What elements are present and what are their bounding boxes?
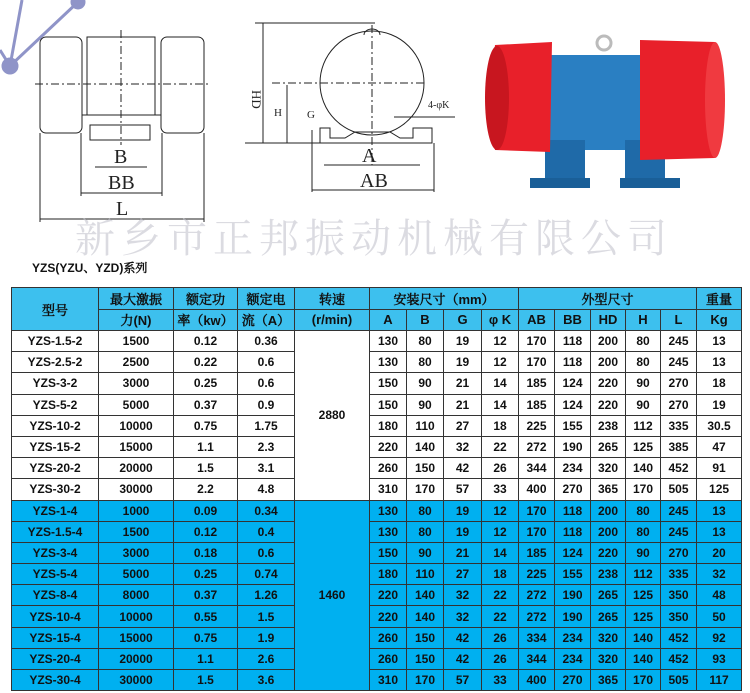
table-cell: YZS-1.5-4 — [12, 521, 99, 542]
header-force: 最大激振 — [99, 288, 174, 310]
label-G: G — [307, 109, 315, 121]
table-cell: 1.26 — [238, 585, 295, 606]
table-cell: 57 — [444, 670, 482, 691]
table-cell: 225 — [519, 415, 555, 436]
table-cell: 125 — [626, 606, 661, 627]
table-cell: 140 — [626, 627, 661, 648]
table-cell: 170 — [407, 479, 444, 500]
header-sub-4: AB — [519, 309, 555, 331]
table-cell: 200 — [591, 500, 626, 521]
table-cell: 22 — [482, 585, 519, 606]
table-cell: 220 — [591, 373, 626, 394]
table-cell: 20 — [697, 542, 742, 563]
table-cell: 0.75 — [174, 415, 238, 436]
table-cell: 13 — [697, 331, 742, 352]
table-cell: 32 — [444, 585, 482, 606]
table-cell: 265 — [591, 606, 626, 627]
table-cell: YZS-5-2 — [12, 394, 99, 415]
table-cell: 265 — [591, 436, 626, 457]
table-cell: 270 — [661, 394, 697, 415]
table-cell: YZS-20-2 — [12, 458, 99, 479]
table-cell: 150 — [407, 458, 444, 479]
table-cell: 27 — [444, 415, 482, 436]
table-cell: 1.1 — [174, 648, 238, 669]
table-cell: 150 — [407, 627, 444, 648]
table-cell: 90 — [407, 373, 444, 394]
table-cell: 2.2 — [174, 479, 238, 500]
table-cell: YZS-15-2 — [12, 436, 99, 457]
table-cell: 272 — [519, 606, 555, 627]
table-cell: 200 — [591, 352, 626, 373]
table-cell: 350 — [661, 606, 697, 627]
label-HD: HD — [249, 90, 264, 109]
table-cell: 1.5 — [174, 670, 238, 691]
table-cell: 452 — [661, 458, 697, 479]
table-cell: 26 — [482, 648, 519, 669]
table-cell: YZS-1-4 — [12, 500, 99, 521]
table-cell: 200 — [591, 331, 626, 352]
table-cell: 0.18 — [174, 542, 238, 563]
table-cell: 125 — [626, 436, 661, 457]
table-cell: 140 — [626, 458, 661, 479]
header-install: 安装尺寸（mm） — [370, 288, 519, 310]
table-cell: 170 — [519, 521, 555, 542]
table-cell: 12 — [482, 331, 519, 352]
table-cell: 130 — [370, 352, 407, 373]
table-cell: 130 — [370, 331, 407, 352]
table-cell: 4.8 — [238, 479, 295, 500]
table-cell: 47 — [697, 436, 742, 457]
table-cell: 19 — [444, 331, 482, 352]
table-cell: 1.75 — [238, 415, 295, 436]
table-cell: 155 — [555, 415, 591, 436]
motor-drawings — [0, 0, 750, 235]
table-cell: 0.6 — [238, 542, 295, 563]
table-cell: 22 — [482, 436, 519, 457]
table-row — [12, 352, 742, 373]
table-cell: 13 — [697, 521, 742, 542]
table-cell: 27 — [444, 564, 482, 585]
header-speed-unit: (r/min) — [295, 309, 370, 331]
table-cell: 452 — [661, 648, 697, 669]
table-cell: 220 — [370, 436, 407, 457]
table-cell: 118 — [555, 331, 591, 352]
table-row — [12, 500, 742, 521]
label-L: L — [116, 198, 129, 220]
table-cell: 26 — [482, 458, 519, 479]
table-cell: 200 — [591, 521, 626, 542]
table-cell: 14 — [482, 394, 519, 415]
table-cell: 32 — [444, 606, 482, 627]
table-cell: 30000 — [99, 479, 174, 500]
table-cell: 117 — [697, 670, 742, 691]
table-cell: 350 — [661, 585, 697, 606]
table-cell: 50 — [697, 606, 742, 627]
table-row — [12, 394, 742, 415]
table-cell: 18 — [482, 415, 519, 436]
table-cell: 14 — [482, 542, 519, 563]
table-cell: 93 — [697, 648, 742, 669]
table-cell: 1.5 — [238, 606, 295, 627]
table-cell: 124 — [555, 373, 591, 394]
table-cell: YZS-30-2 — [12, 479, 99, 500]
table-cell: 32 — [697, 564, 742, 585]
table-cell: 238 — [591, 564, 626, 585]
table-cell: 245 — [661, 500, 697, 521]
header-weight: 重量 — [697, 288, 742, 310]
table-cell: 234 — [555, 648, 591, 669]
table-cell: 13 — [697, 500, 742, 521]
header-power: 额定功 — [174, 288, 238, 310]
spec-table — [11, 287, 742, 691]
table-cell: 220 — [591, 542, 626, 563]
motor-photo — [485, 36, 725, 188]
header-sub-5: BB — [555, 309, 591, 331]
table-cell: 90 — [626, 394, 661, 415]
table-cell: 320 — [591, 648, 626, 669]
table-cell: 125 — [626, 585, 661, 606]
table-cell: 19 — [444, 521, 482, 542]
table-cell: 21 — [444, 373, 482, 394]
table-cell: 0.75 — [174, 627, 238, 648]
table-row — [12, 627, 742, 648]
table-cell: 272 — [519, 585, 555, 606]
table-cell: 15000 — [99, 627, 174, 648]
table-cell: 21 — [444, 394, 482, 415]
table-cell: 33 — [482, 479, 519, 500]
table-cell: 270 — [555, 479, 591, 500]
table-cell: 124 — [555, 394, 591, 415]
table-cell: 310 — [370, 670, 407, 691]
table-cell: 20000 — [99, 458, 174, 479]
table-cell: YZS-15-4 — [12, 627, 99, 648]
table-cell: 310 — [370, 479, 407, 500]
table-row — [12, 606, 742, 627]
header-model: 型号 — [12, 288, 99, 331]
table-cell: 130 — [370, 500, 407, 521]
table-cell: YZS-2.5-2 — [12, 352, 99, 373]
table-cell: 1.1 — [174, 436, 238, 457]
label-AB: AB — [360, 170, 388, 192]
table-cell: 22 — [482, 606, 519, 627]
table-cell: YZS-10-4 — [12, 606, 99, 627]
table-row — [12, 564, 742, 585]
table-cell: 452 — [661, 627, 697, 648]
table-cell: 238 — [591, 415, 626, 436]
table-cell: 80 — [626, 352, 661, 373]
label-K: 4-φK — [428, 100, 450, 111]
table-cell: 170 — [407, 670, 444, 691]
table-cell: 190 — [555, 585, 591, 606]
table-row — [12, 436, 742, 457]
table-cell: 57 — [444, 479, 482, 500]
header-sub-7: H — [626, 309, 661, 331]
table-cell: 170 — [519, 352, 555, 373]
table-cell: 220 — [370, 585, 407, 606]
table-cell: 260 — [370, 458, 407, 479]
table-row — [12, 373, 742, 394]
table-cell: 140 — [626, 648, 661, 669]
header-sub-8: L — [661, 309, 697, 331]
table-cell: 19 — [444, 500, 482, 521]
table-cell: 10000 — [99, 415, 174, 436]
speed-cell: 2880 — [295, 331, 370, 501]
table-cell: 15000 — [99, 436, 174, 457]
table-cell: 170 — [519, 500, 555, 521]
table-cell: 400 — [519, 670, 555, 691]
table-cell: 365 — [591, 479, 626, 500]
table-cell: 26 — [482, 627, 519, 648]
table-cell: YZS-5-4 — [12, 564, 99, 585]
table-cell: 8000 — [99, 585, 174, 606]
table-cell: 18 — [482, 564, 519, 585]
header-sub-3: φ K — [482, 309, 519, 331]
table-cell: 190 — [555, 606, 591, 627]
table-cell: YZS-30-4 — [12, 670, 99, 691]
table-row — [12, 648, 742, 669]
table-cell: 112 — [626, 564, 661, 585]
header-speed: 转速 — [295, 288, 370, 310]
table-cell: 42 — [444, 458, 482, 479]
table-cell: YZS-3-2 — [12, 373, 99, 394]
table-cell: 270 — [661, 542, 697, 563]
table-cell: 0.6 — [238, 352, 295, 373]
table-cell: 185 — [519, 542, 555, 563]
table-cell: YZS-1.5-2 — [12, 331, 99, 352]
table-cell: 365 — [591, 670, 626, 691]
table-cell: 505 — [661, 479, 697, 500]
table-cell: 320 — [591, 627, 626, 648]
table-cell: 110 — [407, 415, 444, 436]
table-cell: 0.36 — [238, 331, 295, 352]
speed-cell: 1460 — [295, 500, 370, 691]
table-cell: 91 — [697, 458, 742, 479]
table-cell: 112 — [626, 415, 661, 436]
table-cell: 13 — [697, 352, 742, 373]
table-cell: 245 — [661, 352, 697, 373]
table-cell: 125 — [697, 479, 742, 500]
table-cell: 272 — [519, 436, 555, 457]
table-cell: 260 — [370, 627, 407, 648]
table-cell: 118 — [555, 500, 591, 521]
table-cell: 42 — [444, 627, 482, 648]
table-cell: 3000 — [99, 373, 174, 394]
label-B: B — [114, 146, 128, 168]
table-cell: 0.22 — [174, 352, 238, 373]
table-cell: 12 — [482, 500, 519, 521]
table-cell: 3000 — [99, 542, 174, 563]
table-cell: 2.3 — [238, 436, 295, 457]
table-cell: 1500 — [99, 331, 174, 352]
table-cell: 0.25 — [174, 373, 238, 394]
table-cell: 150 — [407, 648, 444, 669]
table-cell: 265 — [591, 585, 626, 606]
label-BB: BB — [108, 172, 135, 194]
header-sub-6: HD — [591, 309, 626, 331]
table-cell: 0.55 — [174, 606, 238, 627]
table-cell: 0.34 — [238, 500, 295, 521]
table-cell: YZS-20-4 — [12, 648, 99, 669]
table-cell: 3.6 — [238, 670, 295, 691]
table-cell: 12 — [482, 352, 519, 373]
table-cell: 170 — [626, 670, 661, 691]
table-row — [12, 331, 742, 352]
table-cell: 92 — [697, 627, 742, 648]
table-cell: YZS-8-4 — [12, 585, 99, 606]
table-row — [12, 521, 742, 542]
table-row — [12, 458, 742, 479]
table-row — [12, 479, 742, 500]
table-cell: 18 — [697, 373, 742, 394]
table-cell: 180 — [370, 564, 407, 585]
table-row — [12, 585, 742, 606]
table-cell: 0.4 — [238, 521, 295, 542]
table-cell: 90 — [407, 394, 444, 415]
table-cell: 140 — [407, 436, 444, 457]
table-cell: 90 — [626, 542, 661, 563]
header-weight-unit: Kg — [697, 309, 742, 331]
header-force-unit: 力(N) — [99, 309, 174, 331]
table-cell: 335 — [661, 564, 697, 585]
table-cell: 20000 — [99, 648, 174, 669]
table-cell: 1000 — [99, 500, 174, 521]
series-title: YZS(YZU、YZD)系列 — [32, 261, 148, 275]
table-cell: 19 — [444, 352, 482, 373]
table-cell: 19 — [697, 394, 742, 415]
table-cell: 225 — [519, 564, 555, 585]
header-outline: 外型尺寸 — [519, 288, 697, 310]
table-cell: 1.9 — [238, 627, 295, 648]
table-cell: 140 — [407, 606, 444, 627]
table-cell: 0.74 — [238, 564, 295, 585]
table-cell: 80 — [407, 500, 444, 521]
table-cell: 3.1 — [238, 458, 295, 479]
table-cell: 220 — [370, 606, 407, 627]
table-cell: YZS-10-2 — [12, 415, 99, 436]
table-cell: 2500 — [99, 352, 174, 373]
label-H: H — [274, 107, 282, 119]
table-cell: 118 — [555, 521, 591, 542]
table-cell: 14 — [482, 373, 519, 394]
table-cell: 80 — [407, 352, 444, 373]
table-cell: 5000 — [99, 564, 174, 585]
table-cell: 344 — [519, 458, 555, 479]
table-cell: 42 — [444, 648, 482, 669]
table-cell: 0.09 — [174, 500, 238, 521]
table-cell: 245 — [661, 331, 697, 352]
table-cell: 0.37 — [174, 394, 238, 415]
table-cell: 334 — [519, 627, 555, 648]
table-row — [12, 415, 742, 436]
table-cell: 180 — [370, 415, 407, 436]
table-cell: 220 — [591, 394, 626, 415]
table-cell: 130 — [370, 521, 407, 542]
table-row — [12, 670, 742, 691]
table-cell: 0.12 — [174, 331, 238, 352]
header-sub-2: G — [444, 309, 482, 331]
table-cell: 30000 — [99, 670, 174, 691]
table-cell: 48 — [697, 585, 742, 606]
table-cell: 335 — [661, 415, 697, 436]
table-cell: 2.6 — [238, 648, 295, 669]
table-cell: 10000 — [99, 606, 174, 627]
table-cell: 505 — [661, 670, 697, 691]
table-cell: 30.5 — [697, 415, 742, 436]
table-cell: 190 — [555, 436, 591, 457]
header-sub-1: B — [407, 309, 444, 331]
table-cell: 32 — [444, 436, 482, 457]
table-cell: 270 — [555, 670, 591, 691]
table-cell: 150 — [370, 373, 407, 394]
table-cell: 0.9 — [238, 394, 295, 415]
table-row — [12, 542, 742, 563]
table-cell: YZS-3-4 — [12, 542, 99, 563]
table-cell: 344 — [519, 648, 555, 669]
table-cell: 400 — [519, 479, 555, 500]
table-cell: 260 — [370, 648, 407, 669]
table-cell: 170 — [626, 479, 661, 500]
table-cell: 118 — [555, 352, 591, 373]
table-cell: 110 — [407, 564, 444, 585]
table-cell: 150 — [370, 542, 407, 563]
header-current-unit: 流（A） — [238, 309, 295, 331]
table-cell: 90 — [626, 373, 661, 394]
table-cell: 234 — [555, 458, 591, 479]
table-cell: 12 — [482, 521, 519, 542]
table-cell: 245 — [661, 521, 697, 542]
table-cell: 1500 — [99, 521, 174, 542]
table-cell: 320 — [591, 458, 626, 479]
table-cell: 270 — [661, 373, 697, 394]
table-cell: 33 — [482, 670, 519, 691]
table-cell: 155 — [555, 564, 591, 585]
table-cell: 124 — [555, 542, 591, 563]
table-cell: 150 — [370, 394, 407, 415]
table-cell: 140 — [407, 585, 444, 606]
table-cell: 234 — [555, 627, 591, 648]
header-sub-0: A — [370, 309, 407, 331]
table-cell: 0.12 — [174, 521, 238, 542]
table-cell: 185 — [519, 373, 555, 394]
header-power-unit: 率（kw） — [174, 309, 238, 331]
table-cell: 80 — [407, 521, 444, 542]
table-cell: 5000 — [99, 394, 174, 415]
table-cell: 385 — [661, 436, 697, 457]
table-cell: 0.37 — [174, 585, 238, 606]
table-cell: 90 — [407, 542, 444, 563]
table-cell: 185 — [519, 394, 555, 415]
table-cell: 1.5 — [174, 458, 238, 479]
table-cell: 80 — [626, 331, 661, 352]
table-cell: 80 — [407, 331, 444, 352]
table-cell: 80 — [626, 500, 661, 521]
table-cell: 170 — [519, 331, 555, 352]
table-cell: 80 — [626, 521, 661, 542]
label-A: A — [362, 145, 377, 167]
table-cell: 0.25 — [174, 564, 238, 585]
table-cell: 21 — [444, 542, 482, 563]
watermark: 新乡市正邦振动机械有限公司 — [75, 216, 673, 262]
header-current: 额定电 — [238, 288, 295, 310]
table-cell: 0.6 — [238, 373, 295, 394]
